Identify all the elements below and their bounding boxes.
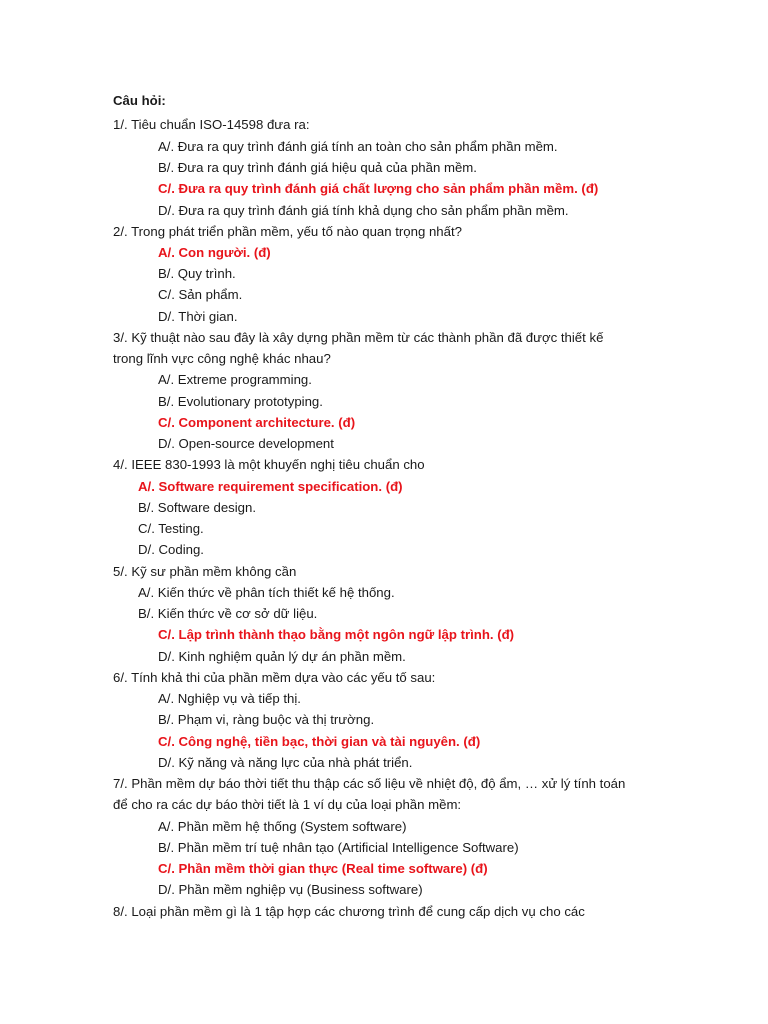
q2-option-c: C/. Sản phẩm.	[158, 287, 243, 302]
q2-option-b: B/. Quy trình.	[158, 266, 236, 281]
section-heading: Câu hỏi:	[113, 93, 166, 108]
q5-option-a: A/. Kiến thức về phân tích thiết kế hệ thống.	[138, 585, 395, 600]
q4-option-a-correct: A/. Software requirement specification. (đ)	[138, 479, 403, 494]
q1-option-b: B/. Đưa ra quy trình đánh giá hiệu quả của phần mềm.	[158, 160, 477, 175]
q3-option-c-correct: C/. Component architecture. (đ)	[158, 415, 356, 430]
question-7-line-1: 7/. Phần mềm dự báo thời tiết thu thập các số liệu về nhiệt độ, độ ẩm, … xử lý tính toán	[113, 776, 626, 791]
question-4: 4/. IEEE 830-1993 là một khuyến nghị tiêu chuẩn cho	[113, 457, 425, 472]
q4-option-c: C/. Testing.	[138, 521, 204, 536]
q4-option-b: B/. Software design.	[138, 500, 257, 515]
q6-option-a: A/. Nghiệp vụ và tiếp thị.	[158, 691, 301, 706]
q5-option-c-correct: C/. Lập trình thành thạo bằng một ngôn ngữ lập trình. (đ)	[158, 627, 515, 642]
q1-option-c-correct: C/. Đưa ra quy trình đánh giá chất lượng cho sản phẩm phần mềm. (đ)	[158, 181, 599, 196]
q3-option-d: D/. Open-source development	[158, 436, 334, 451]
q6-option-d: D/. Kỹ năng và năng lực của nhà phát triển.	[158, 755, 413, 770]
q7-option-d: D/. Phần mềm nghiệp vụ (Business software)	[158, 882, 423, 897]
question-8: 8/. Loại phần mềm gì là 1 tập hợp các chương trình để cung cấp dịch vụ cho các	[113, 904, 585, 919]
question-7-line-2: để cho ra các dự báo thời tiết là 1 ví dụ của loại phần mềm:	[113, 797, 462, 812]
q7-option-b: B/. Phần mềm trí tuệ nhân tạo (Artificial Intelligence Software)	[158, 840, 519, 855]
question-3-line-2: trong lĩnh vực công nghệ khác nhau?	[113, 351, 331, 366]
question-2: 2/. Trong phát triển phần mềm, yếu tố nào quan trọng nhất?	[113, 224, 462, 239]
q6-option-b: B/. Phạm vi, ràng buộc và thị trường.	[158, 712, 375, 727]
q4-option-d: D/. Coding.	[138, 542, 204, 557]
q2-option-d: D/. Thời gian.	[158, 309, 238, 324]
q6-option-c-correct: C/. Công nghệ, tiền bạc, thời gian và tài nguyên. (đ)	[158, 734, 481, 749]
q3-option-a: A/. Extreme programming.	[158, 372, 312, 387]
question-6: 6/. Tính khả thi của phần mềm dựa vào các yếu tố sau:	[113, 670, 436, 685]
q1-option-a: A/. Đưa ra quy trình đánh giá tính an toàn cho sản phẩm phần mềm.	[158, 139, 558, 154]
question-1: 1/. Tiêu chuẩn ISO-14598 đưa ra:	[113, 117, 310, 132]
q5-option-d: D/. Kinh nghiệm quản lý dự án phần mềm.	[158, 649, 406, 664]
q3-option-b: B/. Evolutionary prototyping.	[158, 394, 323, 409]
question-3-line-1: 3/. Kỹ thuật nào sau đây là xây dựng phần mềm từ các thành phần đã được thiết kế	[113, 330, 604, 345]
q2-option-a-correct: A/. Con người. (đ)	[158, 245, 271, 260]
q7-option-c-correct: C/. Phần mềm thời gian thực (Real time software) (đ)	[158, 861, 488, 876]
q5-option-b: B/. Kiến thức về cơ sở dữ liệu.	[138, 606, 318, 621]
q1-option-d: D/. Đưa ra quy trình đánh giá tính khả dụng cho sản phẩm phần mềm.	[158, 203, 569, 218]
question-5: 5/. Kỹ sư phần mềm không cần	[113, 564, 297, 579]
q7-option-a: A/. Phần mềm hệ thống (System software)	[158, 819, 407, 834]
